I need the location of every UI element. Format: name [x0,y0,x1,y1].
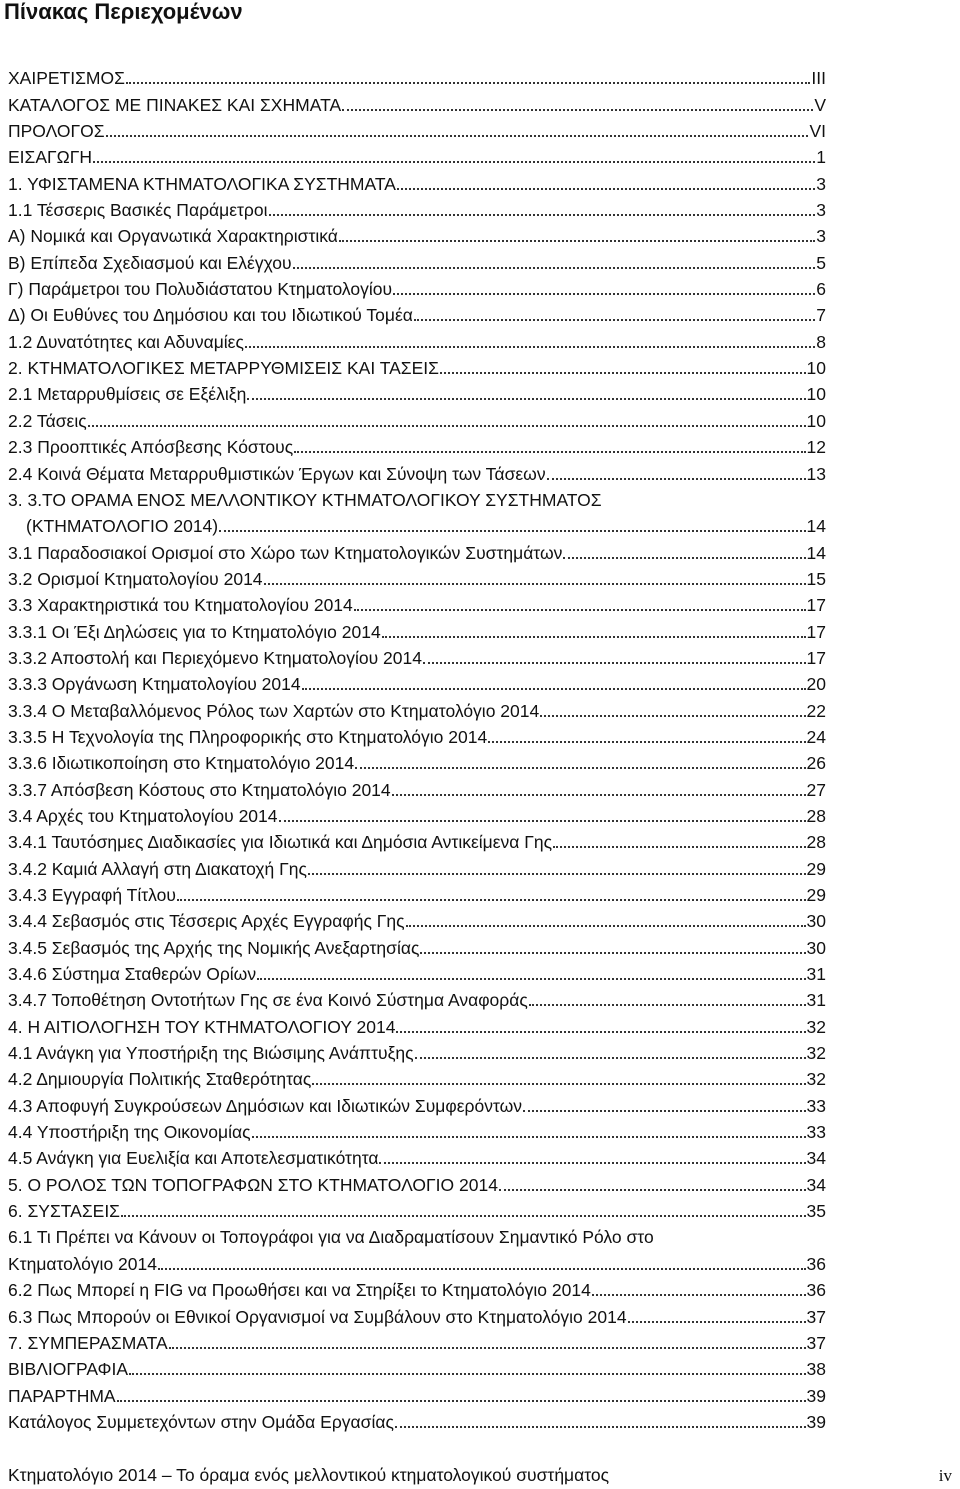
toc-entry-page: 30 [806,937,826,958]
toc-entry-title: ΕΙΣΑΓΩΓΗ [8,147,93,168]
toc-entry-page: 17 [806,647,826,668]
toc-dot-leader [293,267,816,269]
toc-entry-page: VI [809,121,826,142]
toc-entry[interactable] [8,1089,826,1115]
toc-entry-page: 36 [806,1280,826,1301]
toc-entry-title: 3. 3.ΤΟ ΟΡΑΜΑ ΕΝΟΣ ΜΕΛΛΟΝΤΙΚΟΥ ΚΤΗΜΑΤΟΛΟΓΙΚΟΥ ΣΥΣΤΗΜΑΤΟΣ [8,489,602,510]
toc-dot-leader [395,1426,806,1428]
toc-entry-title: 6.3 Πως Μπορούν οι Εθνικοί Οργανισμοί να Συμβάλουν στο Κτηματολόγιο 2014 [8,1306,627,1327]
toc-entry-page: 14 [806,516,826,537]
toc-entry-title: 3.3.3 Οργάνωση Κτηματολογίου 2014 [8,674,301,695]
toc-entry-page: 29 [806,885,826,905]
toc-entry[interactable] [8,563,826,589]
toc-entry[interactable] [8,773,826,799]
toc-entry-title: 7. ΣΥΜΠΕΡΑΣΜΑΤΑ [8,1332,168,1353]
toc-entry[interactable] [8,800,826,826]
footer-page-number: iv [938,1466,952,1485]
toc-entry-page: 37 [806,1306,826,1327]
toc-entry-page: III [811,68,826,89]
toc-dot-leader [219,530,805,532]
toc-dot-leader [342,109,813,111]
toc-entry-title: ΠΑΡΑΡΤΗΜΑ [8,1385,116,1406]
toc-entry-page: 29 [806,858,826,879]
toc-entry[interactable] [8,536,826,562]
toc-entry-title: 4.4 Υποστήριξη της Οικονομίας [8,1122,251,1143]
toc-entry[interactable] [8,325,826,351]
toc-entry-title: 3.3.2 Αποστολή και Περιεχόμενο Κτηματολογίου 2014 [8,647,422,668]
toc-entry[interactable] [8,404,826,430]
toc-entry[interactable] [8,62,826,88]
toc-entry-page: 33 [806,1095,826,1116]
toc-entry-page: 14 [806,542,826,563]
toc-dot-leader [423,662,806,664]
toc-entry-title: Δ) Οι Ευθύνες του Δημόσιου και του Ιδιωτικού Τομέα [8,305,413,326]
toc-entry-page: 3 [816,226,826,247]
toc-entry[interactable] [8,1327,826,1353]
toc-entry[interactable] [8,642,826,668]
toc-entry-title: 5. Ο ΡΟΛΟΣ ΤΩΝ ΤΟΠΟΓΡΑΦΩΝ ΣΤΟ ΚΤΗΜΑΤΟΛΟΓΙΟ 2014 [8,1174,498,1195]
toc-dot-leader [264,583,806,585]
toc-dot-leader [354,609,806,611]
toc-dot-leader [529,1004,806,1006]
toc-entry[interactable] [8,1195,826,1221]
toc-dot-leader [106,135,809,137]
toc-entry-title: 4. Η ΑΙΤΙΟΛΟΓΗΣΗ ΤΟΥ ΚΤΗΜΑΤΟΛΟΓΙΟΥ 2014 [8,1016,396,1037]
toc-dot-leader [488,741,805,743]
toc-dot-leader [257,978,805,980]
toc-dot-leader [308,873,806,875]
toc-entry-page: 28 [806,832,826,853]
toc-dot-leader [540,715,805,717]
toc-entry[interactable] [8,826,826,852]
toc-entry-title: 6.1 Τι Πρέπει να Κάνουν οι Τοπογράφοι για να Διαδραματίσουν Σημαντικό Ρόλο στο [8,1227,654,1248]
toc-entry-page: 37 [806,1332,826,1353]
toc-entry[interactable] [8,1037,826,1063]
toc-entry[interactable] [8,958,826,984]
toc-entry-title: 2.3 Προοπτικές Απόσβεσης Κόστους [8,437,294,458]
toc-dot-leader [93,161,815,163]
toc-entry-title: 3.3.1 Οι Έξι Δηλώσεις για το Κτηματολόγιο 2014 [8,621,381,642]
toc-entry-title: 3.2 Ορισμοί Κτηματολογίου 2014 [8,568,263,589]
toc-entry-page: 1 [816,147,826,168]
toc-dot-leader [415,1057,806,1059]
toc-dot-leader [563,557,805,559]
toc-entry[interactable] [8,141,826,167]
toc-entry[interactable] [8,88,826,114]
toc-entry-page: 24 [806,726,826,747]
toc-entry-page: 36 [806,1253,826,1274]
toc-dot-leader [406,925,806,927]
toc-dot-leader [397,188,815,190]
toc-entry-page: 38 [806,1359,826,1380]
toc-entry-page: 22 [806,700,826,721]
toc-entry-title: 3.4.6 Σύστημα Σταθερών Ορίων [8,964,257,985]
toc-entry-title: 6. ΣΥΣΤΑΣΕΙΣ [8,1201,120,1222]
toc-dot-leader [547,478,806,480]
toc-dot-leader [88,425,806,427]
toc-entry-page: 13 [806,463,826,484]
table-of-contents [8,62,826,1432]
toc-entry-title: 3.3.6 Ιδιωτικοποίηση στο Κτηματολόγιο 2014 [8,753,355,774]
toc-entry-page: 35 [806,1201,826,1222]
toc-entry-title: 3.3.5 Η Τεχνολογία της Πληροφορικής στο Κτηματολόγιο 2014 [8,726,488,747]
toc-dot-leader [379,1162,805,1164]
toc-entry[interactable] [8,273,826,299]
toc-dot-leader [440,372,806,374]
toc-dot-leader [279,820,806,822]
toc-dot-leader [592,1294,806,1296]
toc-entry[interactable] [8,115,826,141]
toc-entry[interactable] [8,1168,826,1194]
toc-entry[interactable] [8,1010,826,1036]
toc-entry-title: ΒΙΒΛΙΟΓΡΑΦΙΑ [8,1359,129,1380]
page-title: Πίνακας Περιεχομένων [4,0,243,24]
toc-entry-title: 3.3.4 Ο Μεταβαλλόμενος Ρόλος των Χαρτών στο Κτηματολόγιο 2014 [8,700,540,721]
toc-entry-title: 2. ΚΤΗΜΑΤΟΛΟΓΙΚΕΣ ΜΕΤΑΡΡΥΘΜΙΣΕΙΣ ΚΑΙ ΤΑΣΕΙΣ [8,358,439,379]
toc-entry-page: 31 [806,990,826,1011]
toc-entry-title: 4.3 Αποφυγή Συγκρούσεων Δημόσιων και Ιδιωτικών Συμφερόντων [8,1095,523,1116]
toc-entry-page: 31 [806,964,826,985]
toc-entry-page: 32 [806,1069,826,1090]
toc-entry[interactable] [8,457,826,483]
toc-entry-page: 20 [806,674,826,695]
toc-entry[interactable] [8,431,826,457]
toc-entry-title: Α) Νομικά και Οργανωτικά Χαρακτηριστικά [8,226,338,247]
toc-entry-page: 6 [816,279,826,300]
toc-entry-title: Γ) Παράμετροι του Πολυδιάστατου Κτηματολογίου [8,279,393,300]
toc-entry-page: 7 [816,305,826,326]
toc-entry[interactable] [8,1353,826,1379]
toc-entry[interactable] [8,615,826,641]
toc-dot-leader [393,293,815,295]
toc-dot-leader [294,451,805,453]
toc-entry[interactable] [8,167,826,193]
toc-entry[interactable] [8,694,826,720]
toc-entry-title: 4.2 Δημιουργία Πολιτικής Σταθερότητας [8,1069,312,1090]
toc-entry[interactable] [8,220,826,246]
toc-entry[interactable] [8,484,826,510]
toc-entry[interactable] [8,984,826,1010]
toc-dot-leader [414,319,815,321]
toc-entry-page: 3 [816,200,826,221]
toc-entry-page: 5 [816,252,826,273]
toc-dot-leader [302,688,806,690]
toc-entry-title: 2.1 Μεταρρυθμίσεις σε Εξέλιξη [8,384,247,405]
toc-entry-title: 3.1 Παραδοσιακοί Ορισμοί στο Χώρο των Κτηματολογικών Συστημάτων [8,542,563,563]
toc-dot-leader [355,767,805,769]
toc-entry[interactable] [8,1406,826,1432]
toc-entry-title: 3.4.4 Σεβασμός στις Τέσσερις Αρχές Εγγραφής Γης [8,911,405,932]
toc-dot-leader [269,214,816,216]
toc-entry-title: ΚΑΤΑΛΟΓΟΣ ΜΕ ΠΙΝΑΚΕΣ ΚΑΙ ΣΧΗΜΑΤΑ [8,94,342,115]
toc-dot-leader [121,1215,806,1217]
toc-entry[interactable] [8,1379,826,1405]
toc-entry-page: 15 [806,568,826,589]
toc-entry-page: 12 [806,437,826,458]
toc-entry-page: 28 [806,805,826,826]
toc-entry-title: Κτηματολόγιο 2014 [8,1253,157,1274]
toc-dot-leader [252,1136,806,1138]
toc-entry[interactable] [8,1221,826,1247]
toc-entry-page: 10 [806,384,826,405]
toc-dot-leader [169,1347,806,1349]
toc-dot-leader [129,1373,805,1375]
toc-entry-title: 3.3.7 Απόσβεση Κόστους στο Κτηματολόγιο 2014 [8,779,391,800]
toc-entry-page: 34 [806,1174,826,1195]
toc-entry-page: 3 [816,173,826,194]
toc-entry-page: 34 [806,1148,826,1169]
toc-dot-leader [392,794,806,796]
toc-entry[interactable] [8,1274,826,1300]
toc-entry-page: 39 [806,1411,826,1432]
toc-entry-title: 4.1 Ανάγκη για Υποστήριξη της Βιώσιμης Ανάπτυξης [8,1043,414,1064]
toc-entry-page: 8 [816,331,826,352]
toc-dot-leader [382,636,806,638]
toc-entry[interactable] [8,1300,826,1326]
toc-entry-title: 1.1 Τέσσερις Βασικές Παράμετροι [8,200,268,221]
toc-entry-title: Β) Επίπεδα Σχεδιασμού και Ελέγχου [8,252,292,273]
toc-entry[interactable] [8,721,826,747]
toc-entry[interactable] [8,352,826,378]
toc-entry-page: 30 [806,911,826,932]
toc-entry-title: 2.2 Τάσεις [8,410,87,431]
toc-entry[interactable] [8,246,826,272]
toc-entry-title: ΧΑΙΡΕΤΙΣΜΟΣ [8,68,125,89]
toc-entry-title: 2.4 Κοινά Θέματα Μεταρρυθμιστικών Έργων και Σύνοψη των Τάσεων [8,463,546,484]
toc-entry-page: 17 [806,621,826,642]
toc-entry[interactable] [8,299,826,325]
toc-entry[interactable] [8,378,826,404]
toc-dot-leader [312,1083,805,1085]
toc-entry[interactable] [8,1063,826,1089]
toc-entry-title: 3.4.3 Εγγραφή Τίτλου [8,885,176,905]
toc-entry-page: 32 [806,1043,826,1064]
toc-entry-title: (ΚΤΗΜΑΤΟΛΟΓΙΟ 2014) [26,516,219,537]
toc-entry[interactable] [8,589,826,615]
toc-entry-page: 27 [806,779,826,800]
toc-entry-title: 3.4.2 Καμιά Αλλαγή στη Διακατοχή Γης [8,858,307,879]
toc-entry-page: 10 [806,410,826,431]
toc-dot-leader [339,240,815,242]
toc-entry-title: Κατάλογος Συμμετεχόντων στην Ομάδα Εργασίας [8,1411,394,1432]
toc-entry[interactable] [8,1116,826,1142]
toc-entry-page: 17 [806,595,826,616]
toc-entry[interactable] [8,1247,826,1273]
toc-dot-leader [117,1400,806,1402]
toc-entry[interactable] [8,194,826,220]
toc-dot-leader [126,82,810,84]
toc-entry-page: 32 [806,1016,826,1037]
footer-text: Κτηματολόγιο 2014 – Το όραμα ενός μελλοντικού κτηματολογικού συστήματος [8,1465,610,1485]
toc-dot-leader [396,1031,805,1033]
toc-entry[interactable] [8,879,826,905]
toc-dot-leader [245,346,815,348]
toc-entry-title: 3.4.1 Ταυτόσημες Διαδικασίες για Ιδιωτικά και Δημόσια Αντικείμενα Γης [8,832,553,853]
toc-dot-leader [553,846,805,848]
toc-entry[interactable] [8,931,826,957]
toc-entry-page: 39 [806,1385,826,1406]
toc-dot-leader [420,952,805,954]
toc-entry[interactable] [8,1142,826,1168]
toc-entry-title: 3.4.5 Σεβασμός της Αρχής της Νομικής Ανεξαρτησίας [8,937,420,958]
toc-entry[interactable] [8,747,826,773]
toc-entry-title: 3.3 Χαρακτηριστικά του Κτηματολογίου 2014 [8,595,353,616]
toc-entry[interactable] [8,510,826,536]
toc-entry[interactable] [8,668,826,694]
toc-entry-page: 10 [806,358,826,379]
toc-dot-leader [523,1110,805,1112]
toc-entry[interactable] [8,852,826,878]
toc-dot-leader [158,1268,806,1270]
toc-entry-page: 26 [806,753,826,774]
toc-entry[interactable] [8,905,826,931]
toc-dot-leader [628,1321,806,1323]
toc-dot-leader [247,398,805,400]
toc-dot-leader [177,899,806,901]
toc-dot-leader [499,1189,806,1191]
toc-entry-title: 3.4.7 Τοποθέτηση Οντοτήτων Γης σε ένα Κοινό Σύστημα Αναφοράς [8,990,528,1011]
toc-entry-title: 4.5 Ανάγκη για Ευελιξία και Αποτελεσματικότητα [8,1148,379,1169]
toc-entry-title: 1. ΥΦΙΣΤΑΜΕΝΑ ΚΤΗΜΑΤΟΛΟΓΙΚΑ ΣΥΣΤΗΜΑΤΑ [8,173,396,194]
toc-entry-title: ΠΡΟΛΟΓΟΣ [8,121,105,142]
toc-entry-title: 3.4 Αρχές του Κτηματολογίου 2014 [8,805,278,826]
toc-entry-title: 1.2 Δυνατότητες και Αδυναμίες [8,331,244,352]
toc-entry-page: 33 [806,1122,826,1143]
toc-entry-page: V [814,94,826,115]
toc-entry-title: 6.2 Πως Μπορεί η FIG να Προωθήσει και να Στηρίξει το Κτηματολόγιο 2014 [8,1280,591,1301]
